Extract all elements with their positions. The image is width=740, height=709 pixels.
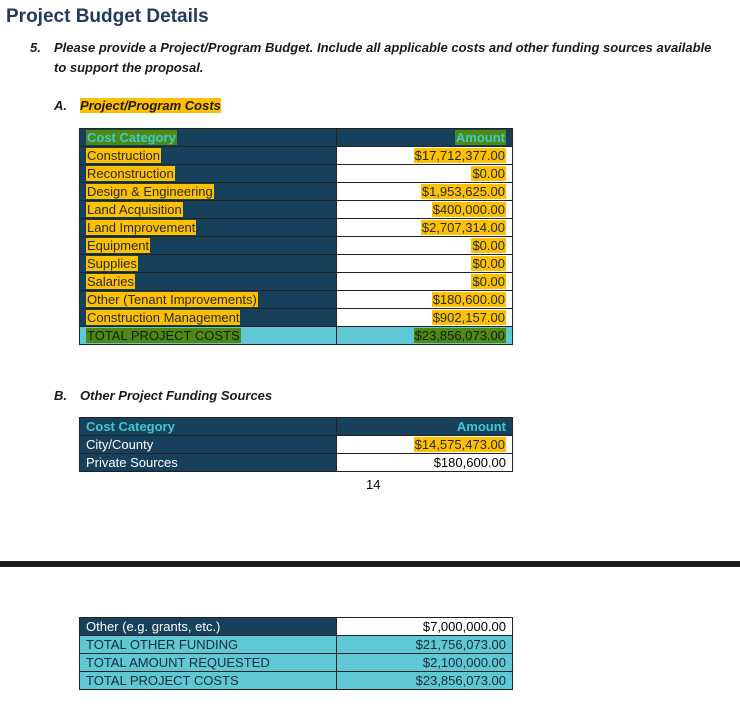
row-category: Private Sources bbox=[80, 454, 337, 472]
row-amount: $0.00 bbox=[337, 237, 513, 255]
table-row bbox=[80, 273, 513, 291]
row-amount: $14,575,473.00 bbox=[337, 436, 513, 454]
total-row bbox=[80, 636, 513, 654]
row-amount: $180,600.00 bbox=[337, 454, 513, 472]
table-row bbox=[80, 201, 513, 219]
table-row bbox=[80, 436, 513, 454]
table-row bbox=[80, 309, 513, 327]
total-amount: $21,756,073.00 bbox=[337, 636, 513, 654]
row-amount: $1,953,625.00 bbox=[337, 183, 513, 201]
row-category: Construction bbox=[80, 147, 337, 165]
table-header-row bbox=[80, 418, 513, 436]
row-amount: $0.00 bbox=[337, 255, 513, 273]
table-row bbox=[80, 454, 513, 472]
row-category: Reconstruction bbox=[80, 165, 337, 183]
row-category: Other (e.g. grants, etc.) bbox=[80, 618, 337, 636]
row-category: Supplies bbox=[80, 255, 337, 273]
section-b-title: Other Project Funding Sources bbox=[80, 388, 273, 403]
section-a-heading bbox=[54, 98, 221, 113]
row-amount: $902,157.00 bbox=[337, 309, 513, 327]
question-number: 5. bbox=[30, 40, 41, 55]
header-amount: Amount bbox=[337, 129, 513, 147]
total-row bbox=[80, 672, 513, 690]
header-amount: Amount bbox=[337, 418, 513, 436]
total-row bbox=[80, 327, 513, 345]
table-header-row bbox=[80, 129, 513, 147]
page-number: 14 bbox=[366, 477, 381, 492]
total-category: TOTAL PROJECT COSTS bbox=[80, 672, 337, 690]
total-amount: $2,100,000.00 bbox=[337, 654, 513, 672]
total-row bbox=[80, 654, 513, 672]
row-amount: $400,000.00 bbox=[337, 201, 513, 219]
row-category: Construction Management bbox=[80, 309, 337, 327]
table-row bbox=[80, 147, 513, 165]
table-row bbox=[80, 237, 513, 255]
funding-sources-table-continued bbox=[79, 617, 513, 690]
table-row bbox=[80, 255, 513, 273]
row-amount: $0.00 bbox=[337, 165, 513, 183]
total-category: TOTAL AMOUNT REQUESTED bbox=[80, 654, 337, 672]
question-5 bbox=[30, 38, 720, 78]
row-category: Other (Tenant Improvements) bbox=[80, 291, 337, 309]
row-amount: $180,600.00 bbox=[337, 291, 513, 309]
row-amount: $17,712,377.00 bbox=[337, 147, 513, 165]
total-category: TOTAL PROJECT COSTS bbox=[80, 327, 337, 345]
row-amount: $2,707,314.00 bbox=[337, 219, 513, 237]
header-cost-category: Cost Category bbox=[80, 418, 337, 436]
row-category: Design & Engineering bbox=[80, 183, 337, 201]
project-costs-table bbox=[79, 128, 513, 345]
table-row bbox=[80, 618, 513, 636]
table-row bbox=[80, 183, 513, 201]
section-a-label: A. bbox=[54, 98, 67, 113]
total-amount: $23,856,073.00 bbox=[337, 327, 513, 345]
table-row bbox=[80, 291, 513, 309]
funding-sources-table bbox=[79, 417, 513, 472]
row-category: City/County bbox=[80, 436, 337, 454]
question-text: Please provide a Project/Program Budget. Include all applicable costs and other funding sources available to support the proposal. bbox=[54, 40, 712, 75]
section-b-label: B. bbox=[54, 388, 67, 403]
row-amount: $0.00 bbox=[337, 273, 513, 291]
page-title: Project Budget Details bbox=[6, 6, 209, 27]
page-break-divider bbox=[0, 561, 740, 567]
row-category: Equipment bbox=[80, 237, 337, 255]
total-amount: $23,856,073.00 bbox=[337, 672, 513, 690]
table-row bbox=[80, 219, 513, 237]
row-category: Salaries bbox=[80, 273, 337, 291]
table-row bbox=[80, 165, 513, 183]
header-cost-category: Cost Category bbox=[80, 129, 337, 147]
row-amount: $7,000,000.00 bbox=[337, 618, 513, 636]
row-category: Land Acquisition bbox=[80, 201, 337, 219]
row-category: Land Improvement bbox=[80, 219, 337, 237]
section-a-title: Project/Program Costs bbox=[80, 98, 221, 113]
total-category: TOTAL OTHER FUNDING bbox=[80, 636, 337, 654]
section-b-heading bbox=[54, 388, 272, 403]
